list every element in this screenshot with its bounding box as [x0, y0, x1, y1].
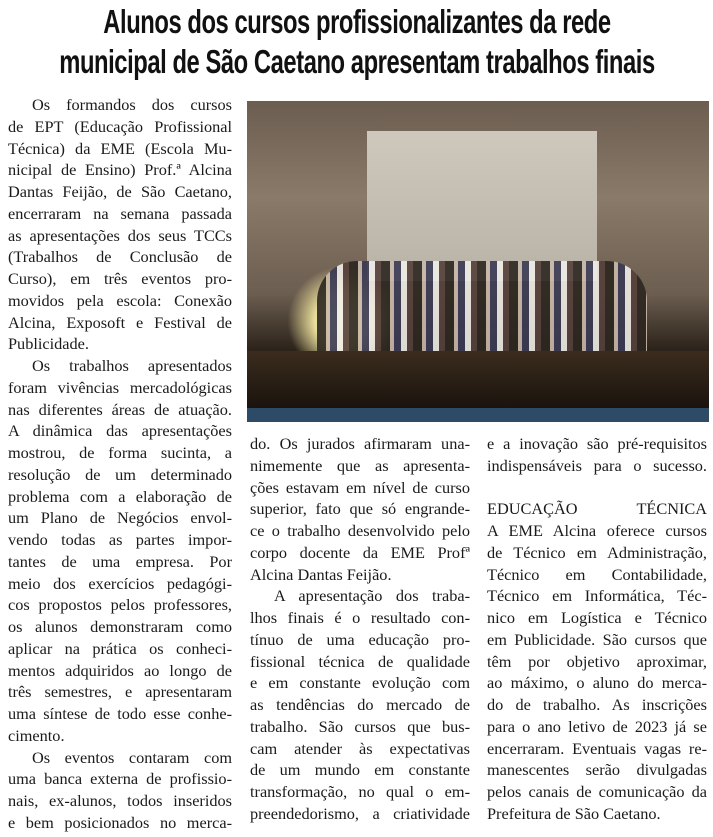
text-line: Técnico em Informática, Téc- [487, 586, 707, 606]
article-photo [247, 101, 709, 422]
text-line: os alunos demonstraram como [8, 617, 232, 636]
text-line: A apresentação dos traba- [274, 586, 470, 606]
text-line: cos propostos pelos professores, [8, 595, 232, 615]
graduates-group [317, 261, 647, 356]
text-line: em Publicidade. São cursos que [487, 629, 707, 649]
headline-line-1: Alunos dos cursos profissionalizantes da rede [102, 3, 611, 40]
text-line: do. Os jurados afirmaram una- [250, 434, 470, 453]
text-line: nico em Logística e Técnico [487, 608, 707, 627]
text-line: Curso), em três eventos pro- [8, 269, 232, 288]
text-line: superior, fato que só engrande- [250, 499, 470, 519]
text-line: uma síntese de todo esse conhe- [8, 704, 232, 723]
text-line: encerraram. Eventuais vagas re- [487, 738, 707, 758]
text-line: vendo todas as partes impor- [8, 530, 232, 549]
text-line: fissional técnica de qualidade [250, 651, 470, 671]
text-line: um Plano de Negócios envol- [8, 508, 232, 528]
text-line: tínuo de uma educação pro- [250, 629, 470, 649]
text-line: Prefeitura de São Caetano. [487, 803, 661, 823]
text-line: meio dos exercícios pedagógi- [8, 573, 232, 593]
text-line: ções estavam em nível de curso [250, 477, 470, 497]
text-line: Técnico em Contabilidade, [487, 564, 707, 584]
text-line: têm por objetivo aproximar, [487, 651, 707, 671]
text-line: aplicar na prática os conheci- [8, 638, 232, 658]
text-line: Os eventos contaram com [32, 747, 232, 767]
text-line: transformação, no qual o em- [250, 782, 470, 801]
text-line: do de trabalho. As inscrições [487, 695, 707, 714]
text-line: de EPT (Educação Profissional [8, 116, 232, 136]
text-line: nicipal de Ensino) Prof.ª Alcina [8, 160, 232, 180]
text-line: problema com a elaboração de [8, 486, 232, 506]
text-line: preendedorismo, a criatividade [250, 803, 470, 823]
text-line: ce o trabalho desenvolvido pelo [250, 521, 470, 540]
article-column-1 [8, 94, 232, 834]
paragraph-gap [487, 477, 707, 499]
text-line: (Trabalhos de Conclusão de [8, 247, 232, 267]
text-line: cimento. [8, 725, 65, 745]
text-line: as apresentações dos seus TCCs [8, 225, 232, 245]
text-line: Os trabalhos apresentados [32, 356, 232, 375]
text-line: corpo docente da EME Profª [250, 542, 470, 562]
text-line: A dinâmica das apresentações [8, 421, 232, 441]
text-line: foram vivências mercadológicas [8, 377, 232, 397]
text-line: pelos canais de comunicação da [487, 782, 707, 801]
section-heading: EDUCAÇÃO TÉCNICA [487, 499, 707, 519]
text-line: ao máximo, o aluno do merca- [487, 673, 707, 693]
text-line: Os formandos dos cursos [32, 95, 232, 114]
text-line: Alcina Dantas Feijão. [250, 564, 392, 584]
text-line: nais, ex-alunos, todos inseridos [8, 791, 232, 810]
text-line: movidos pela escola: Conexão [8, 290, 232, 310]
text-line: encerraram na semana passada [8, 203, 232, 223]
text-line: trabalho. São cursos que bus- [250, 716, 470, 736]
text-line: lhos finais é o resultado con- [250, 608, 470, 627]
text-line: Dantas Feijão, de São Caetano, [8, 182, 232, 201]
text-line: Alcina, Exposoft e Festival de [8, 312, 232, 332]
headline-line-2: municipal de São Caetano apresentam trabalhos finais [58, 43, 655, 80]
text-line: para o ano letivo de 2023 já se [487, 716, 707, 736]
text-line: tantes de uma empresa. Por [8, 551, 232, 571]
projection-screen [367, 131, 597, 281]
headline [59, 2, 654, 82]
text-line: três semestres, e apresentaram [8, 682, 232, 702]
text-line: Técnica) da EME (Escola Mu- [8, 138, 232, 158]
text-line: mostrou, de forma sucinta, a [8, 443, 232, 462]
text-line: e a inovação são pré-requisitos [487, 434, 707, 453]
text-line: Publicidade. [8, 334, 89, 354]
text-line: as tendências do mercado de [250, 695, 470, 714]
text-line: e bem posicionados no merca- [8, 812, 232, 832]
text-line: mentos adquiridos ao longo de [8, 660, 232, 680]
text-line: A EME Alcina oferece cursos [487, 521, 707, 540]
text-line: cam atender às expectativas [250, 738, 470, 758]
text-line: nas diferentes áreas de atuação. [8, 399, 232, 419]
article-column-2 [250, 433, 470, 825]
text-line: de Técnico em Administração, [487, 542, 707, 562]
stage-edge [247, 408, 709, 422]
text-line: resolução de um determinado [8, 464, 232, 484]
text-line: de um mundo em constante [250, 760, 470, 780]
text-line: uma banca externa de profissio- [8, 769, 232, 789]
text-line: indispensáveis para o sucesso. [487, 455, 707, 475]
article-column-3 [487, 433, 707, 825]
text-line: e em constante evolução com [250, 673, 470, 693]
text-line: nimemente que as apresenta- [250, 455, 470, 475]
text-line: manescentes serão divulgadas [487, 760, 707, 780]
